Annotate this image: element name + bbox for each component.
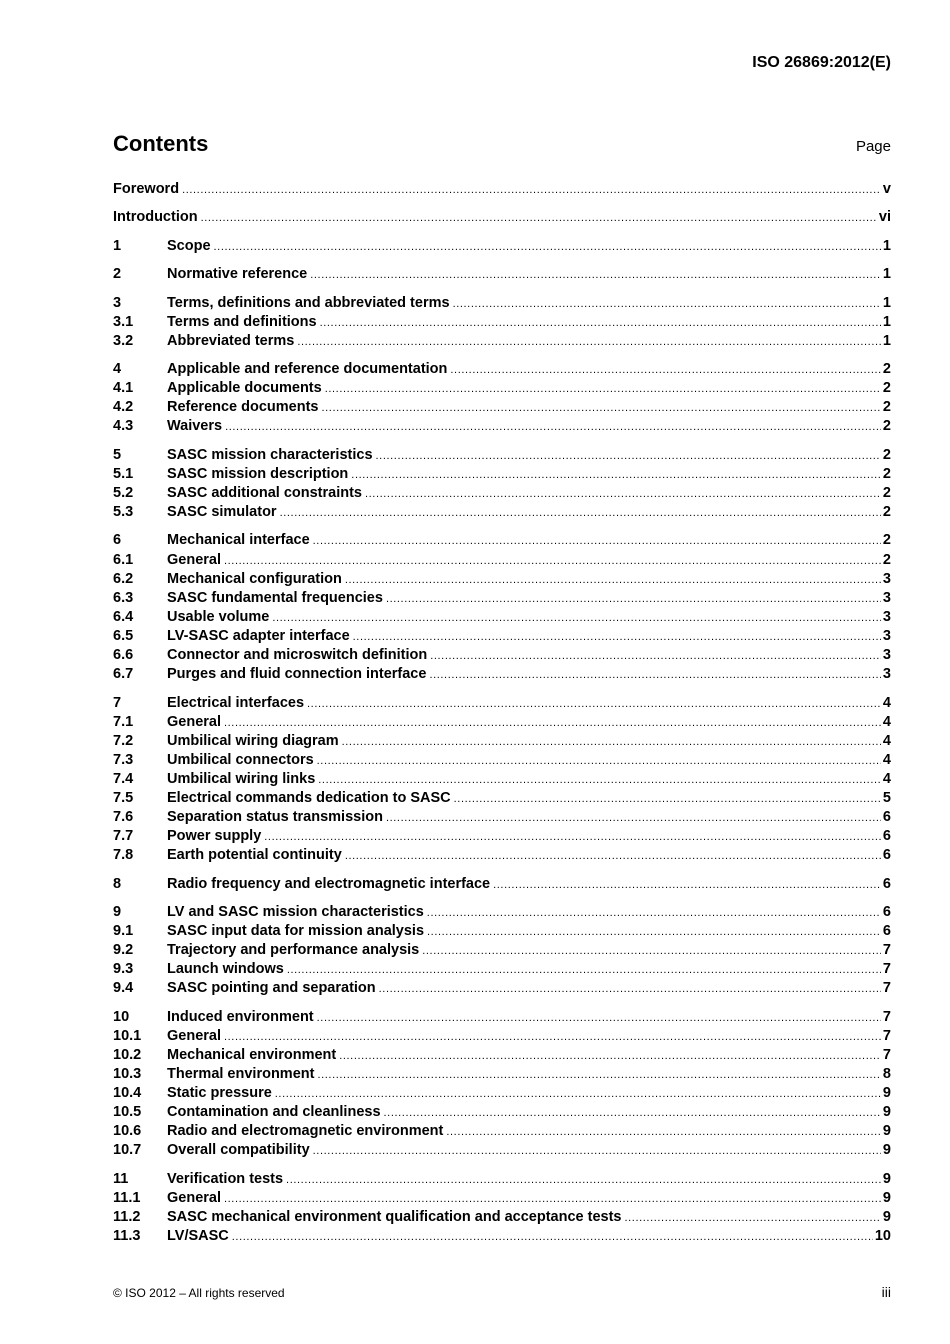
contents-heading: Contents: [113, 131, 209, 156]
toc-entry-title: Electrical commands dedication to SASC: [167, 790, 451, 806]
toc-entry-number: 6: [113, 532, 122, 549]
toc-entry-title: SASC additional constraints: [167, 485, 362, 501]
toc-entry[interactable]: [113, 551, 891, 570]
toc-entry-page: 7: [882, 1027, 891, 1044]
toc-entry[interactable]: [113, 827, 891, 846]
toc-entry[interactable]: [113, 1122, 891, 1141]
toc-entry-title: Electrical interfaces: [167, 694, 305, 711]
toc-dot-leader: [272, 609, 881, 628]
toc-entry-page: 7: [882, 1047, 891, 1064]
toc-entry-page: 7: [882, 961, 891, 978]
toc-dot-leader: [351, 466, 881, 485]
toc-entry[interactable]: [113, 1084, 891, 1103]
toc-entry-number: 7.4: [113, 770, 134, 787]
toc-entry-page: 9: [882, 1085, 891, 1102]
toc-entry-title: Verification tests: [167, 1170, 284, 1187]
toc-dot-leader: [384, 1104, 881, 1123]
toc-entry-title: Scope: [167, 237, 211, 254]
toc-entry-number: 5.1: [113, 465, 134, 482]
toc-entry[interactable]: [113, 332, 891, 351]
toc-entry-number: 6.7: [113, 666, 134, 683]
toc-entry-number: 7.6: [113, 809, 134, 826]
toc-dot-leader: [318, 771, 881, 790]
toc-dot-leader: [365, 485, 881, 504]
toc-entry-number: 4: [113, 361, 122, 378]
toc-entry-title: Terms, definitions and abbreviated terms: [167, 294, 450, 311]
toc-dot-leader: [493, 876, 881, 895]
toc-entry[interactable]: [113, 1227, 891, 1246]
toc-entry-page: 3: [882, 570, 891, 587]
toc-entry-title: Introduction: [113, 209, 198, 226]
toc-entry[interactable]: [113, 265, 891, 284]
standard-identifier: ISO 26869:2012(E): [752, 54, 891, 71]
toc-entry-number: 8: [113, 875, 122, 892]
toc-dot-leader: [339, 1047, 881, 1066]
toc-entry-title: General: [167, 713, 221, 730]
toc-entry-page: 4: [882, 732, 891, 749]
toc-dot-leader: [225, 418, 881, 437]
toc-entry[interactable]: [113, 484, 891, 503]
toc-entry-title: Abbreviated terms: [167, 332, 295, 349]
toc-entry[interactable]: [113, 979, 891, 998]
toc-entry-page: v: [882, 181, 891, 197]
toc-entry-number: 10.1: [113, 1027, 142, 1044]
toc-dot-leader: [345, 847, 881, 866]
toc-dot-leader: [232, 1228, 873, 1247]
toc-entry[interactable]: [113, 1189, 891, 1208]
toc-entry[interactable]: [113, 646, 891, 665]
toc-entry-page: 3: [882, 647, 891, 664]
toc-dot-leader: [182, 181, 881, 200]
toc-entry-title: LV-SASC adapter interface: [167, 627, 350, 644]
toc-entry-number: 7.8: [113, 847, 134, 864]
toc-dot-leader: [224, 1028, 881, 1047]
toc-entry[interactable]: [113, 751, 891, 770]
toc-entry[interactable]: [113, 294, 891, 313]
toc-entry[interactable]: [113, 808, 891, 827]
toc-dot-leader: [453, 295, 881, 314]
toc-entry-title: LV/SASC: [167, 1228, 229, 1245]
toc-entry-number: 7.7: [113, 828, 134, 845]
toc-entry-number: 10: [113, 1008, 130, 1025]
toc-entry-page: 6: [882, 809, 891, 826]
toc-entry-number: 6.5: [113, 627, 134, 644]
toc-entry-number: 7.2: [113, 732, 134, 749]
toc-entry-page: 4: [882, 694, 891, 711]
toc-entry-title: Radio frequency and electromagnetic interface: [167, 875, 491, 892]
toc-entry[interactable]: [113, 665, 891, 684]
toc-dot-leader: [429, 666, 880, 685]
toc-entry[interactable]: [113, 846, 891, 865]
toc-dot-leader: [430, 647, 881, 666]
toc-entry-page: 2: [882, 532, 891, 549]
toc-dot-leader: [286, 1171, 881, 1190]
toc-entry-page: 2: [882, 399, 891, 416]
toc-dot-leader: [342, 733, 881, 752]
toc-dot-leader: [320, 314, 881, 333]
toc-entry[interactable]: [113, 903, 891, 922]
toc-dot-leader: [345, 571, 881, 590]
toc-entry[interactable]: [113, 960, 891, 979]
toc-entry-page: 9: [882, 1189, 891, 1206]
toc-entry-page: 6: [882, 847, 891, 864]
toc-entry-page: 5: [882, 790, 891, 806]
toc-entry-page: 9: [882, 1104, 891, 1121]
toc-entry-number: 11.3: [113, 1228, 141, 1245]
toc-entry[interactable]: [113, 1027, 891, 1046]
toc-entry-page: 1: [882, 313, 891, 330]
toc-entry-title: Radio and electromagnetic environment: [167, 1123, 444, 1140]
toc-entry-page: 2: [882, 446, 891, 463]
toc-entry-number: 10.7: [113, 1142, 142, 1159]
toc-entry-title: Static pressure: [167, 1085, 272, 1102]
toc-entry-page: 3: [882, 627, 891, 644]
toc-dot-leader: [446, 1123, 881, 1142]
toc-entry[interactable]: [113, 732, 891, 751]
toc-entry-page: 2: [882, 504, 891, 521]
toc-entry-title: Purges and fluid connection interface: [167, 666, 427, 683]
toc-entry-page: 4: [882, 770, 891, 787]
page-number: iii: [881, 1284, 891, 1300]
toc-entry-page: 7: [882, 942, 891, 959]
toc-entry-number: 3.2: [113, 332, 134, 349]
toc-entry[interactable]: [113, 1141, 891, 1160]
toc-dot-leader: [313, 532, 881, 551]
toc-entry-page: 9: [882, 1209, 891, 1226]
toc-entry-title: SASC input data for mission analysis: [167, 923, 425, 940]
toc-entry[interactable]: [113, 1208, 891, 1227]
toc-entry[interactable]: [113, 180, 891, 199]
toc-entry-number: 7.1: [113, 713, 134, 730]
toc-entry-title: Reference documents: [167, 399, 319, 416]
toc-entry-page: 9: [882, 1123, 891, 1140]
toc-entry-number: 4.1: [113, 380, 134, 397]
toc-dot-leader: [214, 238, 881, 257]
toc-entry[interactable]: [113, 627, 891, 646]
toc-entry-number: 7.3: [113, 751, 134, 768]
toc-entry-page: 9: [882, 1170, 891, 1187]
toc-dot-leader: [297, 333, 881, 352]
toc-entry[interactable]: [113, 465, 891, 484]
toc-dot-leader: [310, 266, 881, 285]
toc-entry[interactable]: [113, 1046, 891, 1065]
toc-entry[interactable]: [113, 713, 891, 732]
toc-entry-title: Mechanical environment: [167, 1047, 337, 1064]
toc-entry-number: 6.1: [113, 551, 134, 568]
toc-entry-title: Overall compatibility: [167, 1142, 310, 1159]
toc-entry-page: 4: [882, 751, 891, 768]
toc-entry-number: 11.2: [113, 1209, 141, 1226]
toc-dot-leader: [224, 552, 881, 571]
toc-entry-title: Usable volume: [167, 608, 270, 625]
toc-entry[interactable]: [113, 417, 891, 436]
toc-entry-title: Separation status transmission: [167, 809, 383, 826]
toc-entry-number: 1: [113, 237, 122, 254]
toc-entry-title: Normative reference: [167, 266, 308, 283]
toc-entry-title: Umbilical wiring links: [167, 770, 316, 787]
copyright-notice: © ISO 2012 – All rights reserved: [113, 1286, 285, 1300]
toc-entry-number: 9.1: [113, 923, 134, 940]
toc-entry[interactable]: [113, 1008, 891, 1027]
toc-dot-leader: [264, 828, 881, 847]
toc-dot-leader: [201, 209, 877, 228]
toc-entry-title: SASC pointing and separation: [167, 980, 376, 997]
toc-entry-title: Power supply: [167, 828, 262, 845]
toc-entry-title: Applicable documents: [167, 380, 322, 397]
toc-entry-page: 3: [882, 589, 891, 606]
toc-entry-title: Trajectory and performance analysis: [167, 942, 420, 959]
toc-entry-page: 6: [882, 828, 891, 845]
toc-entry-title: Connector and microswitch definition: [167, 647, 428, 664]
toc-dot-leader: [325, 380, 881, 399]
toc-dot-leader: [322, 399, 881, 418]
toc-dot-leader: [224, 714, 881, 733]
toc-entry-title: Thermal environment: [167, 1066, 315, 1083]
table-of-contents: [113, 180, 891, 1246]
toc-entry-number: 4.2: [113, 399, 134, 416]
toc-entry[interactable]: [113, 941, 891, 960]
toc-entry-title: SASC mission description: [167, 465, 349, 482]
toc-entry-number: 6.4: [113, 608, 134, 625]
toc-entry-page: 6: [882, 904, 891, 921]
toc-entry-page: 7: [882, 980, 891, 997]
toc-entry-number: 5.2: [113, 485, 134, 501]
toc-dot-leader: [427, 923, 881, 942]
toc-entry[interactable]: [113, 922, 891, 941]
toc-entry[interactable]: [113, 1065, 891, 1084]
toc-entry-page: 2: [882, 418, 891, 435]
toc-entry-number: 10.5: [113, 1104, 142, 1121]
toc-entry[interactable]: [113, 398, 891, 417]
toc-entry-number: 5.3: [113, 504, 134, 521]
toc-entry-page: 1: [882, 266, 891, 283]
toc-entry-page: 2: [882, 551, 891, 568]
page-column-label: Page: [855, 138, 891, 155]
toc-entry-number: 4.3: [113, 418, 134, 435]
toc-entry-number: 10.6: [113, 1123, 142, 1140]
toc-entry-title: SASC mission characteristics: [167, 446, 373, 463]
toc-dot-leader: [280, 504, 881, 523]
toc-entry-number: 9.4: [113, 980, 134, 997]
toc-entry-title: General: [167, 551, 221, 568]
toc-dot-leader: [287, 961, 881, 980]
toc-entry-page: 2: [882, 465, 891, 482]
toc-entry[interactable]: [113, 694, 891, 713]
toc-entry-title: Launch windows: [167, 961, 284, 978]
toc-entry[interactable]: [113, 1170, 891, 1189]
toc-entry-title: Induced environment: [167, 1008, 314, 1025]
toc-entry-number: 6.6: [113, 647, 134, 664]
toc-dot-leader: [450, 361, 881, 380]
toc-entry-page: 4: [882, 713, 891, 730]
toc-entry[interactable]: [113, 503, 891, 522]
toc-entry-number: 10.4: [113, 1085, 142, 1102]
toc-entry-page: vi: [878, 209, 891, 226]
toc-dot-leader: [386, 809, 881, 828]
toc-entry-number: 3: [113, 294, 122, 311]
toc-entry-title: Mechanical configuration: [167, 570, 342, 587]
toc-entry[interactable]: [113, 770, 891, 789]
toc-entry[interactable]: [113, 875, 891, 894]
toc-entry-title: Umbilical connectors: [167, 751, 314, 768]
toc-entry[interactable]: [113, 360, 891, 379]
toc-entry-page: 9: [882, 1142, 891, 1159]
toc-entry-title: General: [167, 1027, 221, 1044]
toc-entry[interactable]: [113, 589, 891, 608]
toc-entry-page: 1: [882, 294, 891, 311]
toc-dot-leader: [376, 447, 881, 466]
toc-dot-leader: [224, 1190, 881, 1209]
toc-entry[interactable]: [113, 446, 891, 465]
toc-entry-number: 7.5: [113, 790, 134, 806]
toc-entry[interactable]: [113, 313, 891, 332]
toc-dot-leader: [422, 942, 881, 961]
toc-dot-leader: [427, 904, 881, 923]
toc-entry-page: 3: [882, 608, 891, 625]
toc-entry[interactable]: [113, 1103, 891, 1122]
toc-entry-number: 6.3: [113, 589, 134, 606]
toc-dot-leader: [379, 980, 881, 999]
toc-entry[interactable]: [113, 379, 891, 398]
toc-entry-number: 2: [113, 266, 122, 283]
toc-dot-leader: [454, 790, 881, 809]
toc-entry-number: 10.2: [113, 1047, 142, 1064]
toc-entry-title: Applicable and reference documentation: [167, 361, 448, 378]
toc-entry-page: 7: [882, 1008, 891, 1025]
toc-dot-leader: [624, 1209, 880, 1228]
toc-entry-number: 7: [113, 694, 122, 711]
toc-entry[interactable]: [113, 208, 891, 227]
toc-entry-number: 11.1: [113, 1189, 141, 1206]
toc-dot-leader: [317, 1066, 880, 1085]
toc-entry-page: 10: [874, 1228, 891, 1245]
toc-entry[interactable]: [113, 789, 891, 808]
toc-entry-title: Mechanical interface: [167, 532, 310, 549]
toc-entry-title: Foreword: [113, 181, 180, 197]
toc-entry-title: Contamination and cleanliness: [167, 1104, 381, 1121]
toc-dot-leader: [386, 590, 881, 609]
toc-entry-page: 2: [882, 485, 891, 501]
toc-entry-title: Earth potential continuity: [167, 847, 342, 864]
toc-entry-page: 2: [882, 380, 891, 397]
toc-entry-page: 6: [882, 923, 891, 940]
toc-entry-number: 6.2: [113, 570, 134, 587]
toc-entry-number: 9.2: [113, 942, 134, 959]
toc-entry-title: Umbilical wiring diagram: [167, 732, 339, 749]
toc-entry-title: Waivers: [167, 418, 223, 435]
toc-entry-page: 8: [882, 1066, 891, 1083]
toc-entry-page: 6: [882, 875, 891, 892]
toc-dot-leader: [275, 1085, 881, 1104]
toc-dot-leader: [317, 1009, 881, 1028]
toc-entry-number: 11: [113, 1170, 129, 1187]
toc-entry-page: 1: [882, 332, 891, 349]
toc-dot-leader: [317, 752, 881, 771]
toc-entry-number: 3.1: [113, 313, 134, 330]
toc-entry-number: 10.3: [113, 1066, 142, 1083]
toc-entry-number: 9.3: [113, 961, 134, 978]
toc-dot-leader: [353, 628, 881, 647]
toc-entry[interactable]: [113, 531, 891, 550]
toc-entry-title: SASC simulator: [167, 504, 277, 521]
toc-entry-number: 9: [113, 904, 122, 921]
toc-entry-number: 5: [113, 446, 122, 463]
toc-entry-title: SASC mechanical environment qualification and acceptance tests: [167, 1209, 622, 1226]
toc-entry[interactable]: [113, 237, 891, 256]
toc-entry-title: General: [167, 1189, 221, 1206]
toc-entry-page: 2: [882, 361, 891, 378]
toc-entry-title: LV and SASC mission characteristics: [167, 904, 424, 921]
toc-entry-page: 3: [882, 666, 891, 683]
toc-dot-leader: [313, 1142, 881, 1161]
toc-entry-page: 1: [882, 237, 891, 254]
toc-entry-title: Terms and definitions: [167, 313, 317, 330]
toc-dot-leader: [307, 695, 881, 714]
toc-entry[interactable]: [113, 570, 891, 589]
toc-entry[interactable]: [113, 608, 891, 627]
toc-entry-title: SASC fundamental frequencies: [167, 589, 383, 606]
